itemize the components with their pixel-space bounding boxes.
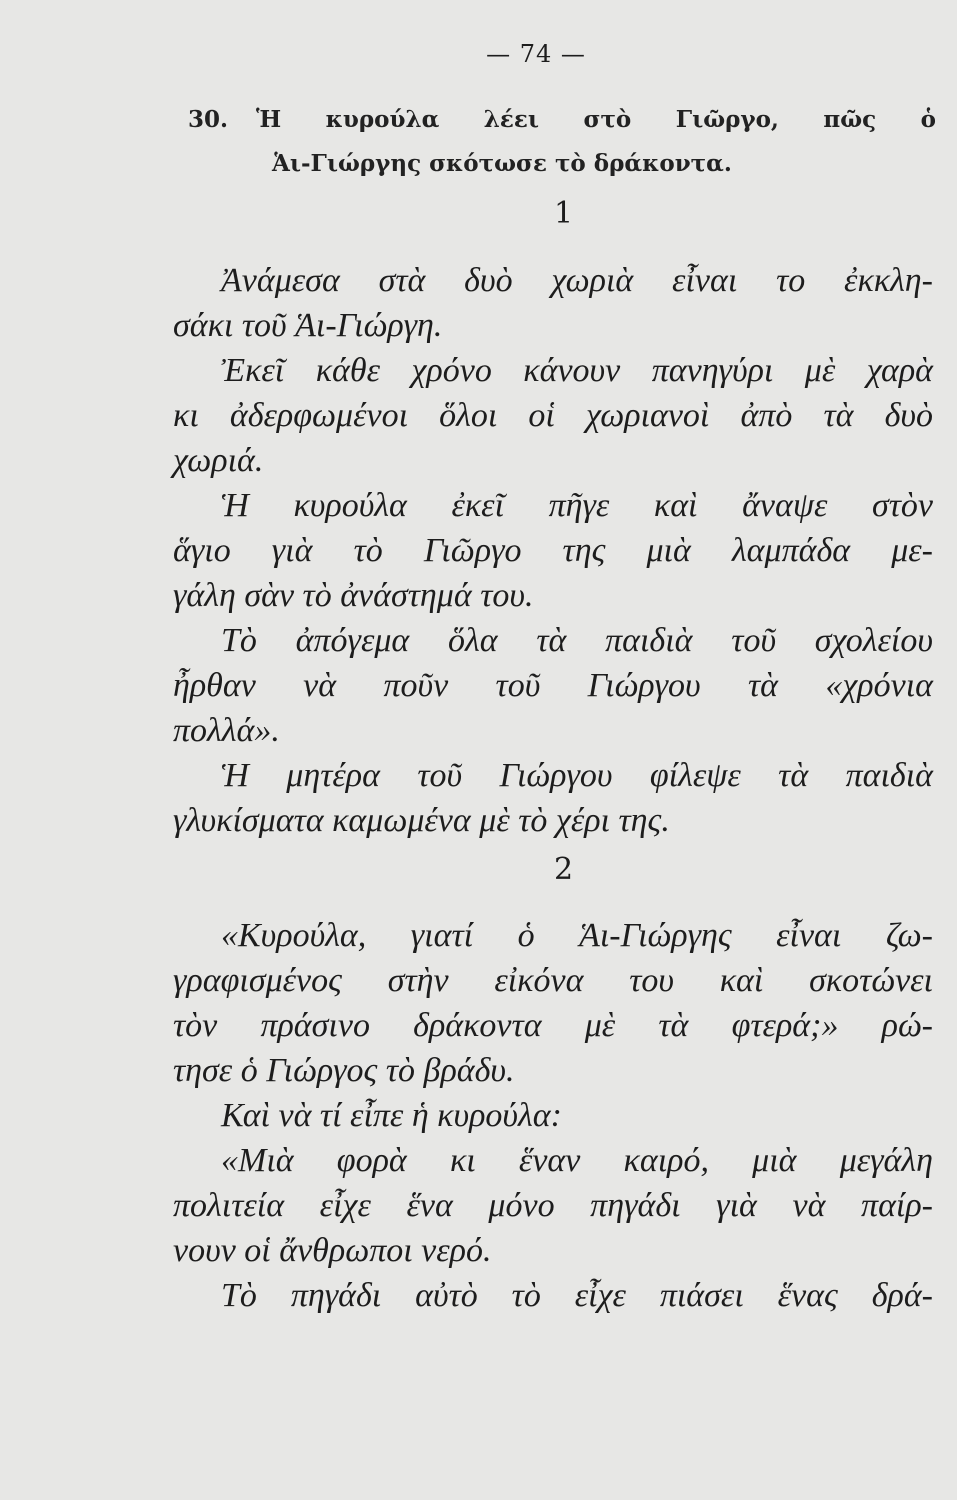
- chapter-heading: [188, 98, 936, 186]
- text-line: πολλά».: [173, 712, 280, 749]
- text-line: γλυκίσματα καμωμένα μὲ τὸ χέρι της.: [173, 802, 670, 839]
- text-line: γραφισμένος στὴν εἰκόνα του καὶ σκοτώνει: [173, 962, 933, 999]
- text-line: γάλη σὰν τὸ ἀνάστημά του.: [173, 577, 534, 614]
- text-line: τησε ὁ Γιώργος τὸ βράδυ.: [173, 1052, 515, 1089]
- text-line: «Μιὰ φορὰ κι ἕναν καιρό, μιὰ μεγάλη: [221, 1142, 933, 1179]
- text-line: Καὶ νὰ τί εἶπε ἡ κυρούλα:: [221, 1097, 562, 1134]
- text-line: ἅγιο γιὰ τὸ Γιῶργο της μιὰ λαμπάδα με-: [173, 532, 933, 569]
- text-line: Ἀνάμεσα στὰ δυὸ χωριὰ εἶναι το ἐκκλη-: [221, 262, 933, 299]
- chapter-number: 30.: [188, 106, 229, 133]
- text-line: «Κυρούλα, γιατί ὁ Ἁι-Γιώργης εἶναι ζω-: [221, 917, 933, 954]
- heading-title-part-1: Ἡ κυρούλα λέει στὸ Γιῶργο, πῶς ὁ: [256, 106, 936, 133]
- text-line: κι ἀδερφωμένοι ὅλοι οἱ χωριανοὶ ἀπὸ τὰ δυὸ: [173, 397, 933, 434]
- text-line: πολιτεία εἶχε ἕνα μόνο πηγάδι γιὰ νὰ παίρ-: [173, 1187, 933, 1224]
- text-line: Τὸ ἀπόγεμα ὅλα τὰ παιδιὰ τοῦ σχολείου: [221, 622, 933, 659]
- text-line: σάκι τοῦ Ἁι-Γιώργη.: [173, 307, 443, 344]
- text-line: Τὸ πηγάδι αὐτὸ τὸ εἶχε πιάσει ἕνας δρά-: [221, 1277, 933, 1314]
- heading-title-part-2: Ἁι-Γιώργης σκότωσε τὸ δράκοντα.: [272, 150, 732, 177]
- text-line: νουν οἱ ἄνθρωποι νερό.: [173, 1232, 492, 1269]
- text-line: χωριά.: [173, 442, 264, 479]
- heading-line-1: [188, 98, 936, 142]
- text-line: Ἡ μητέρα τοῦ Γιώργου φίλεψε τὰ παιδιὰ: [221, 757, 933, 794]
- text-line: τὸν πράσινο δράκοντα μὲ τὰ φτερά;» ρώ-: [173, 1007, 933, 1044]
- section-number-2: 2: [553, 852, 574, 887]
- text-line: ἦρθαν νὰ ποῦν τοῦ Γιώργου τὰ «χρόνια: [173, 667, 933, 704]
- text-line: Ἐκεῖ κάθε χρόνο κάνουν πανηγύρι μὲ χαρὰ: [221, 352, 933, 389]
- section-2-text: [173, 913, 933, 1318]
- section-1-text: [173, 258, 933, 843]
- text-line: Ἡ κυρούλα ἐκεῖ πῆγε καὶ ἄναψε στὸν: [221, 487, 933, 524]
- section-number-1: 1: [553, 196, 574, 231]
- page-number: — 74 —: [486, 40, 586, 68]
